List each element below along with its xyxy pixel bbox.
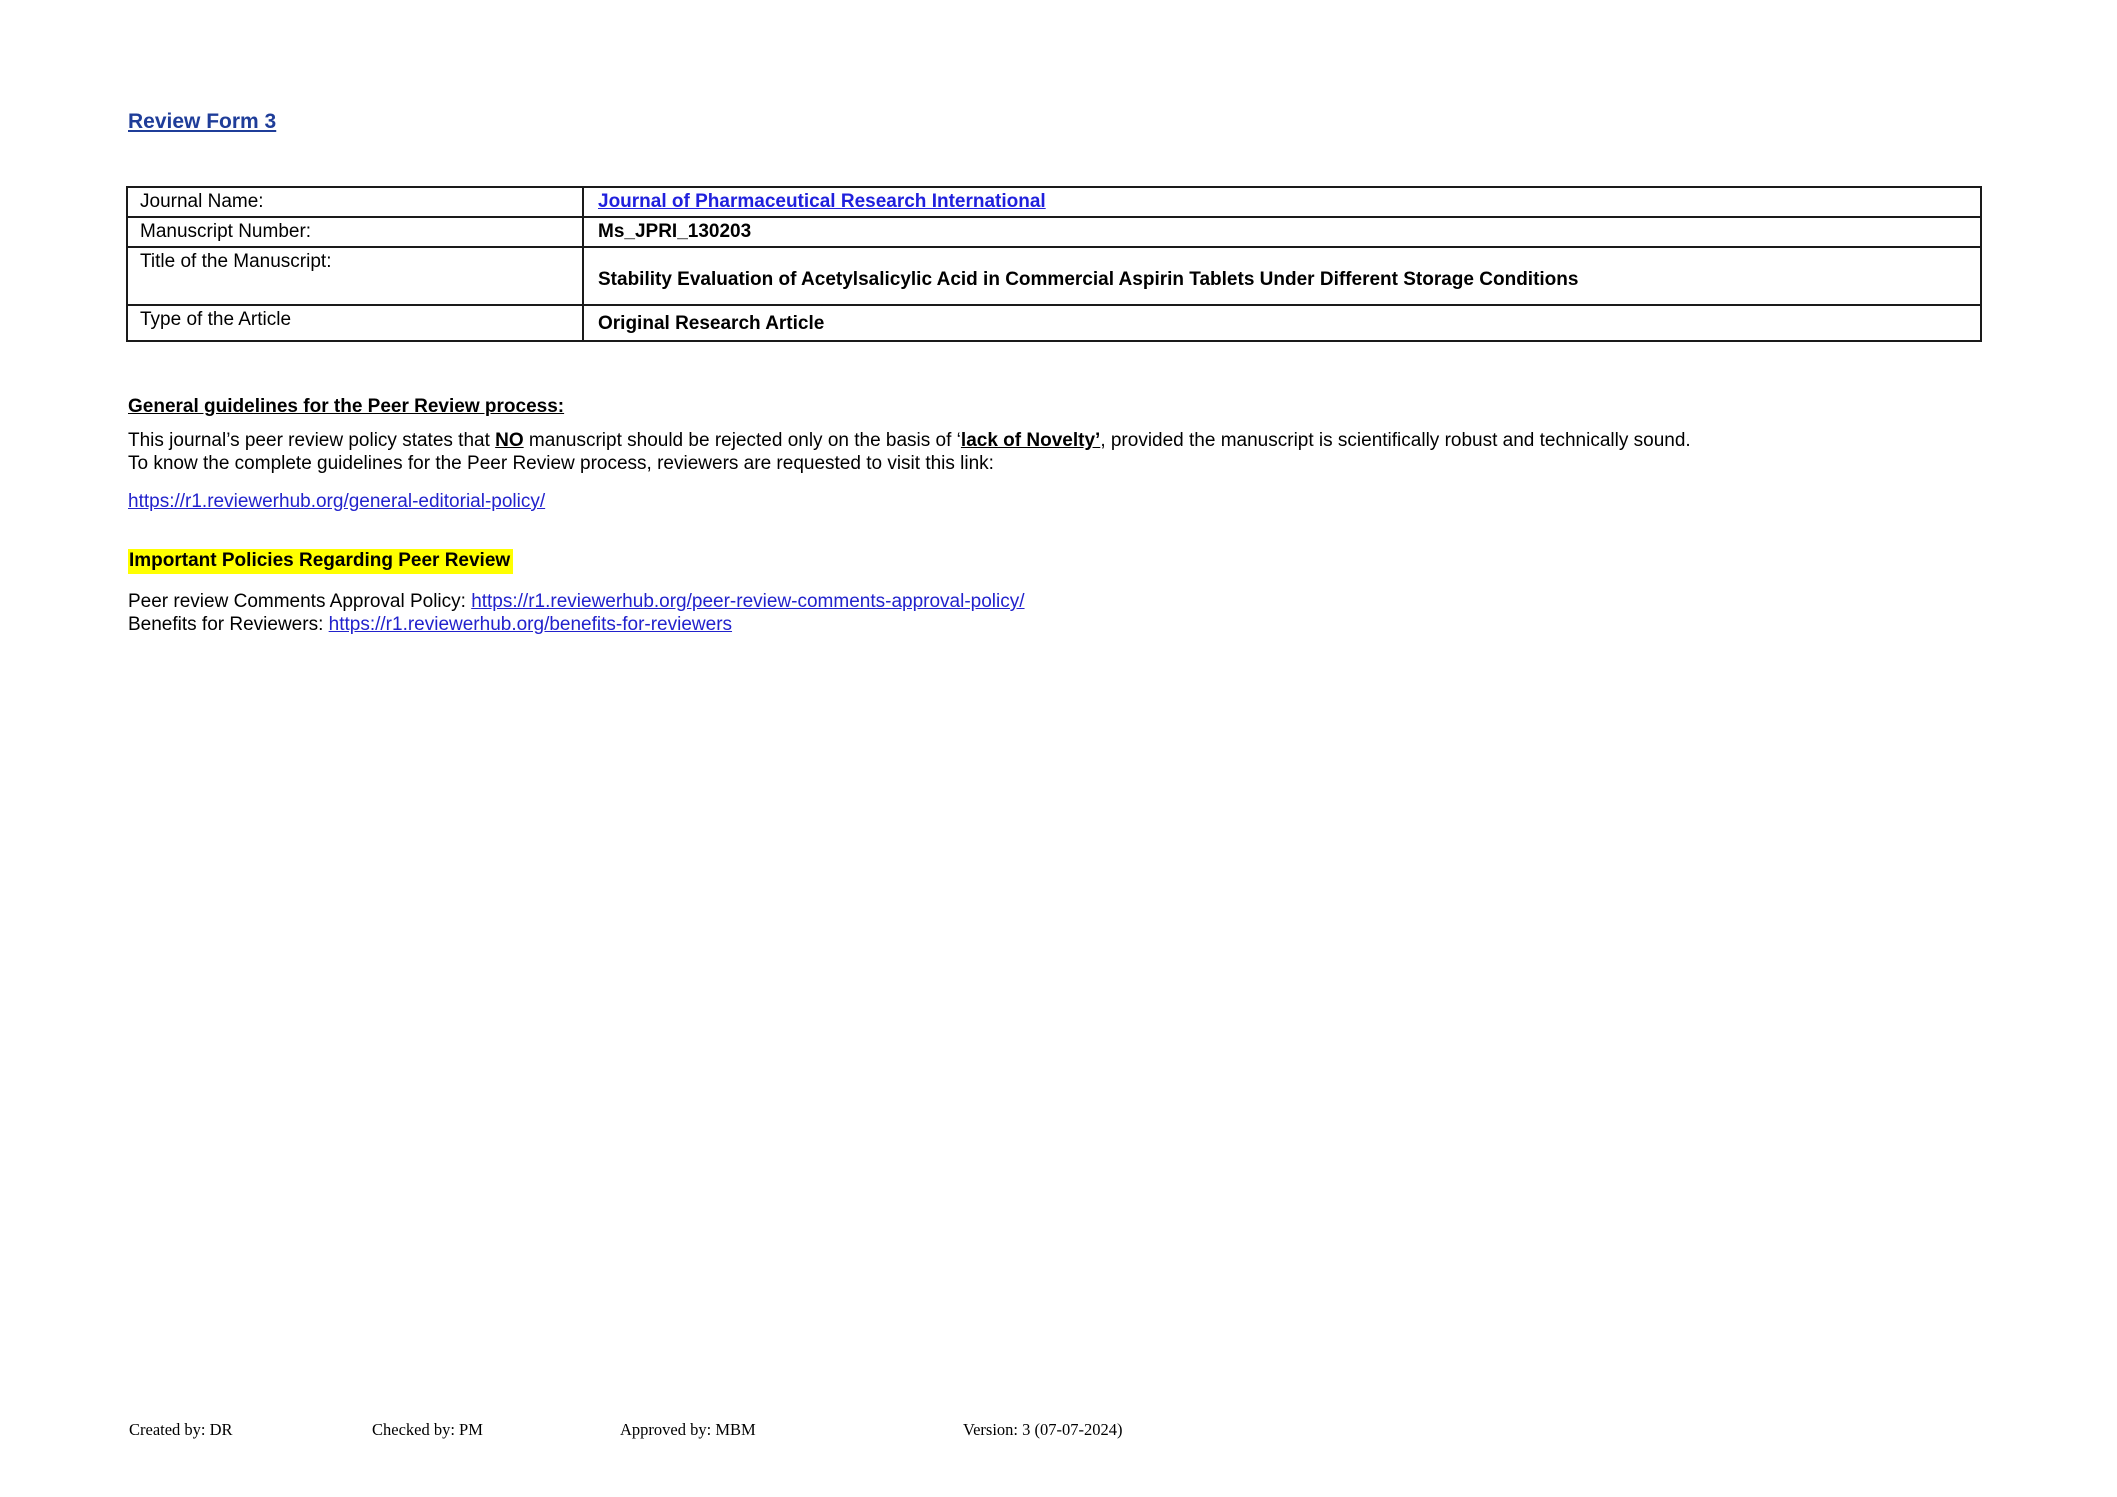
- article-type-value: Original Research Article: [583, 305, 1981, 341]
- guidelines-section-heading: General guidelines for the Peer Review process:: [128, 396, 565, 417]
- policies-section-heading: [128, 549, 513, 574]
- guidelines-paragraph: [128, 429, 1808, 475]
- table-row-article-type: [127, 305, 1981, 341]
- table-row-manuscript-title: [127, 247, 1981, 305]
- benefits-for-reviewers-link[interactable]: https://r1.reviewerhub.org/benefits-for-reviewers: [328, 614, 733, 635]
- footer-version: Version: 3 (07-07-2024): [963, 1420, 1123, 1439]
- guidelines-link-line: [128, 491, 545, 513]
- policies-heading-highlight: Important Policies Regarding Peer Review: [128, 549, 513, 574]
- page-title: Review Form 3: [128, 110, 277, 133]
- guidelines-text-part3: , provided the manuscript is scientifically robust and technically sound.: [1100, 430, 1691, 451]
- footer-approved-by: Approved by: MBM: [620, 1420, 756, 1439]
- guidelines-text-part1: This journal’s peer review policy states that: [128, 430, 496, 451]
- comments-approval-policy-link[interactable]: https://r1.reviewerhub.org/peer-review-comments-approval-policy/: [471, 591, 1025, 612]
- manuscript-title-value: Stability Evaluation of Acetylsalicylic Acid in Commercial Aspirin Tablets Under Different Storage Conditions: [583, 247, 1981, 305]
- article-type-label: Type of the Article: [127, 305, 583, 341]
- policies-list: [128, 590, 1025, 636]
- benefits-for-reviewers-label: Benefits for Reviewers:: [128, 614, 329, 635]
- manuscript-number-label: Manuscript Number:: [127, 217, 583, 247]
- general-editorial-policy-link[interactable]: https://r1.reviewerhub.org/general-editorial-policy/: [128, 491, 546, 512]
- guidelines-novelty-emphasis: lack of Novelty’: [960, 430, 1101, 451]
- footer-created-by: Created by: DR: [129, 1420, 233, 1439]
- guidelines-no-emphasis: NO: [495, 430, 524, 451]
- guidelines-text-part2: manuscript should be rejected only on the basis of ‘: [523, 430, 961, 451]
- journal-name-link[interactable]: Journal of Pharmaceutical Research International: [598, 191, 1046, 212]
- journal-name-cell: [583, 187, 1981, 217]
- comments-approval-policy-label: Peer review Comments Approval Policy:: [128, 591, 472, 612]
- manuscript-number-value: Ms_JPRI_130203: [583, 217, 1981, 247]
- journal-name-label: Journal Name:: [127, 187, 583, 217]
- footer-checked-by: Checked by: PM: [372, 1420, 483, 1439]
- guidelines-text-line2: To know the complete guidelines for the Peer Review process, reviewers are requested to visit this link:: [128, 453, 994, 474]
- manuscript-title-label: Title of the Manuscript:: [127, 247, 583, 305]
- table-row-journal-name: [127, 187, 1981, 217]
- manuscript-info-table: [126, 186, 1982, 342]
- table-row-manuscript-number: [127, 217, 1981, 247]
